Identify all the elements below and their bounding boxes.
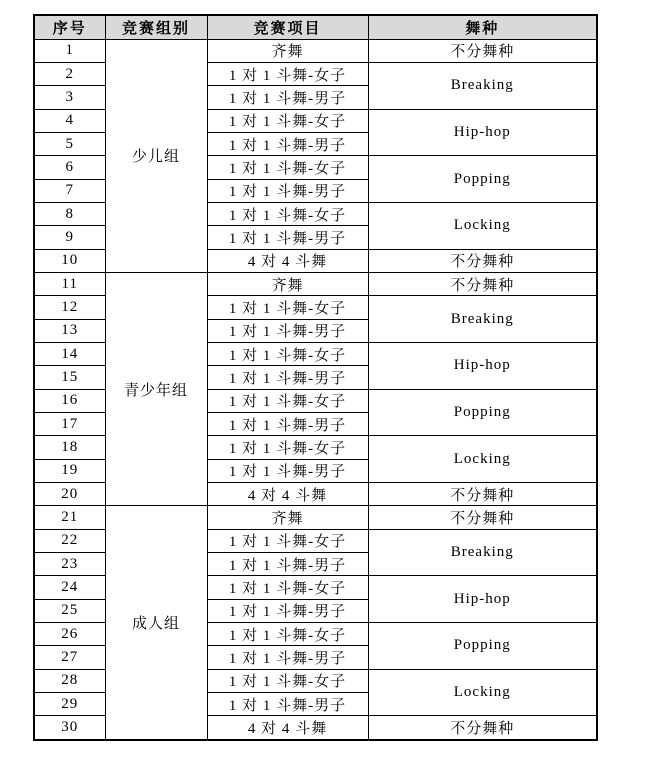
row-number-cell: 9 [34,226,105,249]
event-cell: 1 对 1 斗舞-男子 [207,226,368,249]
dance-style-cell: Hip-hop [368,342,597,389]
event-cell: 1 对 1 斗舞-女子 [207,623,368,646]
event-cell: 1 对 1 斗舞-女子 [207,202,368,225]
event-cell: 1 对 1 斗舞-女子 [207,109,368,132]
row-number-cell: 1 [34,39,105,62]
event-cell: 1 对 1 斗舞-女子 [207,436,368,459]
event-cell: 1 对 1 斗舞-男子 [207,646,368,669]
row-number-cell: 30 [34,716,105,740]
row-number-cell: 8 [34,202,105,225]
row-number-cell: 11 [34,272,105,295]
column-header-1: 竞赛组别 [105,15,207,39]
row-number-cell: 20 [34,483,105,506]
group-cell: 成人组 [105,506,207,740]
event-cell: 1 对 1 斗舞-男子 [207,319,368,342]
row-number-cell: 16 [34,389,105,412]
row-number-cell: 12 [34,296,105,319]
dance-style-cell: 不分舞种 [368,506,597,529]
event-cell: 1 对 1 斗舞-女子 [207,156,368,179]
column-header-2: 竞赛项目 [207,15,368,39]
column-header-3: 舞种 [368,15,597,39]
event-cell: 1 对 1 斗舞-女子 [207,342,368,365]
row-number-cell: 24 [34,576,105,599]
event-cell: 1 对 1 斗舞-男子 [207,86,368,109]
dance-style-cell: Breaking [368,529,597,576]
event-cell: 4 对 4 斗舞 [207,716,368,740]
row-number-cell: 18 [34,436,105,459]
group-cell: 青少年组 [105,272,207,505]
table-row [34,272,597,295]
event-cell: 1 对 1 斗舞-女子 [207,576,368,599]
dance-style-cell: Breaking [368,296,597,343]
dance-style-cell: 不分舞种 [368,249,597,272]
row-number-cell: 27 [34,646,105,669]
event-cell: 1 对 1 斗舞-女子 [207,62,368,85]
dance-style-cell: Locking [368,436,597,483]
event-cell: 1 对 1 斗舞-女子 [207,389,368,412]
row-number-cell: 7 [34,179,105,202]
row-number-cell: 25 [34,599,105,622]
dance-style-cell: 不分舞种 [368,483,597,506]
column-header-0: 序号 [34,15,105,39]
event-cell: 1 对 1 斗舞-女子 [207,296,368,319]
event-cell: 1 对 1 斗舞-女子 [207,529,368,552]
row-number-cell: 13 [34,319,105,342]
row-number-cell: 10 [34,249,105,272]
dance-style-cell: 不分舞种 [368,716,597,740]
event-cell: 齐舞 [207,506,368,529]
header-row [34,15,597,39]
competition-schedule-table [33,14,598,741]
row-number-cell: 23 [34,553,105,576]
event-cell: 1 对 1 斗舞-男子 [207,693,368,716]
row-number-cell: 15 [34,366,105,389]
row-number-cell: 26 [34,623,105,646]
table-header [34,15,597,39]
dance-style-cell: Hip-hop [368,576,597,623]
row-number-cell: 29 [34,693,105,716]
event-cell: 1 对 1 斗舞-男子 [207,553,368,576]
table-row [34,39,597,62]
dance-style-cell: 不分舞种 [368,39,597,62]
row-number-cell: 3 [34,86,105,109]
dance-style-cell: Hip-hop [368,109,597,156]
event-cell: 1 对 1 斗舞-男子 [207,179,368,202]
table-row [34,506,597,529]
row-number-cell: 5 [34,132,105,155]
event-cell: 1 对 1 斗舞-男子 [207,366,368,389]
row-number-cell: 17 [34,413,105,436]
dance-style-cell: Popping [368,156,597,203]
row-number-cell: 21 [34,506,105,529]
table-body [34,39,597,740]
dance-style-cell: Locking [368,669,597,716]
event-cell: 1 对 1 斗舞-男子 [207,413,368,436]
event-cell: 4 对 4 斗舞 [207,483,368,506]
dance-style-cell: Locking [368,202,597,249]
event-cell: 1 对 1 斗舞-男子 [207,459,368,482]
row-number-cell: 2 [34,62,105,85]
row-number-cell: 28 [34,669,105,692]
event-cell: 1 对 1 斗舞-男子 [207,599,368,622]
row-number-cell: 14 [34,342,105,365]
event-cell: 1 对 1 斗舞-男子 [207,132,368,155]
dance-style-cell: Breaking [368,62,597,109]
event-cell: 齐舞 [207,272,368,295]
dance-style-cell: Popping [368,389,597,436]
group-cell: 少儿组 [105,39,207,272]
dance-style-cell: 不分舞种 [368,272,597,295]
event-cell: 4 对 4 斗舞 [207,249,368,272]
row-number-cell: 4 [34,109,105,132]
row-number-cell: 19 [34,459,105,482]
row-number-cell: 22 [34,529,105,552]
event-cell: 1 对 1 斗舞-女子 [207,669,368,692]
event-cell: 齐舞 [207,39,368,62]
row-number-cell: 6 [34,156,105,179]
dance-style-cell: Popping [368,623,597,670]
